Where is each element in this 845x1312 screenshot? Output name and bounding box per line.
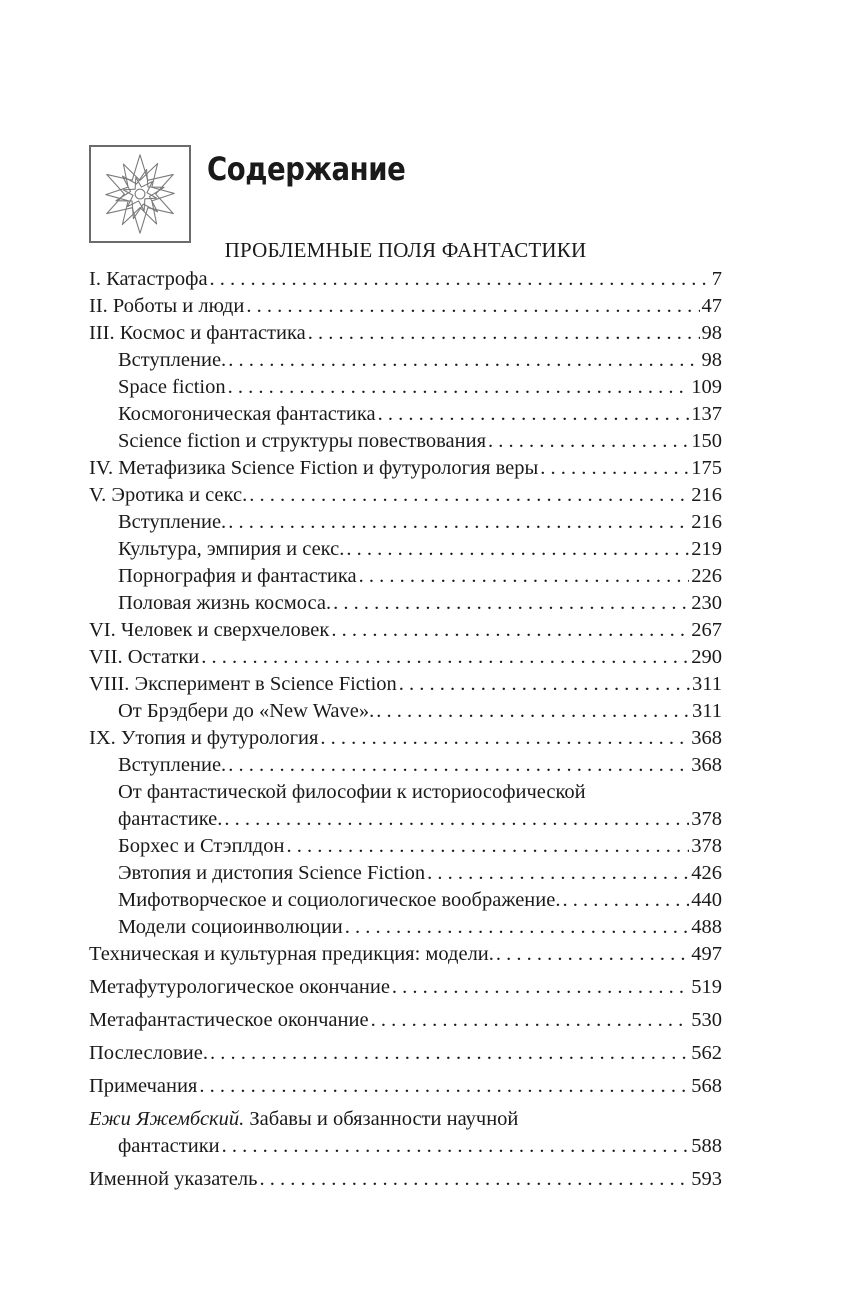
section-heading: ПРОБЛЕМНЫЕ ПОЛЯ ФАНТАСТИКИ: [224, 238, 587, 262]
toc-entry-label: Именной указатель: [89, 1168, 258, 1190]
toc-subentry[interactable]: [89, 752, 722, 779]
page-title: Содержание: [207, 150, 406, 188]
toc-entry-page: 368: [691, 754, 722, 776]
toc-entry-page: 426: [691, 862, 722, 884]
toc-subentry[interactable]: [89, 374, 722, 401]
toc-entry[interactable]: [89, 266, 722, 293]
toc-entry-page: 593: [691, 1168, 722, 1190]
toc-entry-page: 150: [691, 430, 722, 452]
toc-subentry[interactable]: [89, 860, 722, 887]
toc-entry-page: 7: [711, 268, 722, 290]
toc-subentry[interactable]: [89, 509, 722, 536]
toc-entry[interactable]: [89, 644, 722, 671]
toc-entry-label: Space fiction: [118, 376, 226, 398]
toc-entry[interactable]: [89, 320, 722, 347]
toc-entry-page: 368: [691, 727, 722, 749]
toc-entry-label: VI. Человек и сверхчеловек: [89, 619, 330, 641]
toc-subentry[interactable]: [89, 536, 722, 563]
toc-entry-label: Вступление.: [118, 511, 227, 533]
toc-entry-page: 562: [691, 1042, 722, 1064]
toc-entry-label: Мифотворческое и социологическое воображение.: [118, 889, 561, 911]
toc-entry-page: 137: [691, 403, 722, 425]
toc-entry[interactable]: [89, 293, 722, 320]
toc-entry-author: Ежи Яжембский.: [89, 1108, 245, 1130]
toc-entry[interactable]: [89, 617, 722, 644]
toc-entry-page: 311: [692, 700, 722, 722]
toc-entry-page: 588: [691, 1135, 722, 1157]
toc-entry-label: III. Космос и фантастика: [89, 322, 306, 344]
toc-entry-page: 290: [691, 646, 722, 668]
toc-entry[interactable]: [89, 1166, 722, 1193]
toc-entry-page: 98: [701, 349, 722, 371]
toc-entry-label: Метафантастическое окончание: [89, 1009, 369, 1031]
toc-entry-label: IX. Утопия и футурология: [89, 727, 319, 749]
toc-entry-page: 98: [701, 322, 722, 344]
toc-entry-page: 530: [691, 1009, 722, 1031]
toc-entry-label: I. Катастрофа: [89, 268, 208, 290]
toc-subentry[interactable]: [89, 887, 722, 914]
toc-entry-page: 497: [691, 943, 722, 965]
toc-entry[interactable]: [89, 1040, 722, 1067]
toc-entry[interactable]: [89, 671, 722, 698]
toc-entry-label: IV. Метафизика Science Fiction и футурология веры: [89, 457, 539, 479]
toc-entry-page: 488: [691, 916, 722, 938]
toc-entry-label: Вступление.: [118, 349, 227, 371]
toc-subentry[interactable]: [89, 563, 722, 590]
toc-entry-page: 219: [691, 538, 722, 560]
toc-entry-label: Примечания: [89, 1075, 198, 1097]
toc-entry-page: 267: [691, 619, 722, 641]
toc-entry-page: 378: [691, 835, 722, 857]
toc-entry[interactable]: [89, 1133, 722, 1160]
toc-entry[interactable]: [89, 974, 722, 1001]
toc-entry-label-line1: Забавы и обязанности научной: [249, 1108, 519, 1130]
toc-subentry[interactable]: [89, 914, 722, 941]
toc-entry[interactable]: [89, 455, 722, 482]
toc-entry-label: VII. Остатки: [89, 646, 200, 668]
toc-entry-page: 440: [691, 889, 722, 911]
toc-entry-label: Половая жизнь космоса.: [118, 592, 332, 614]
toc-subentry[interactable]: [89, 401, 722, 428]
toc-entry[interactable]: [89, 482, 722, 509]
toc-subentry[interactable]: [89, 590, 722, 617]
toc-subentry[interactable]: [89, 698, 722, 725]
toc-entry-label: II. Роботы и люди: [89, 295, 245, 317]
toc-entry-line: [89, 1106, 722, 1133]
toc-entry-page: 216: [691, 484, 722, 506]
toc-entry-label: фантастике.: [118, 808, 223, 830]
toc-entry-page: 47: [701, 295, 722, 317]
toc-entry-label: Порнография и фантастика: [118, 565, 357, 587]
toc-entry-label: Техническая и культурная предикция: модели.: [89, 943, 494, 965]
toc-entry-page: 109: [691, 376, 722, 398]
table-of-contents: [89, 266, 722, 1193]
toc-entry-page: 216: [691, 511, 722, 533]
toc-entry[interactable]: [89, 1073, 722, 1100]
toc-subentry[interactable]: [89, 833, 722, 860]
toc-entry-label: От Брэдбери до «New Wave».: [118, 700, 375, 722]
toc-entry-label: Культура, эмпирия и секс.: [118, 538, 345, 560]
toc-entry-page: 519: [691, 976, 722, 998]
toc-entry-label: Вступление.: [118, 754, 227, 776]
toc-entry-page: 311: [692, 673, 722, 695]
toc-entry[interactable]: [89, 1007, 722, 1034]
toc-entry[interactable]: [89, 941, 722, 968]
toc-subentry[interactable]: [89, 428, 722, 455]
toc-entry-label: Космогоническая фантастика: [118, 403, 376, 425]
toc-entry-label: Борхес и Стэплдон: [118, 835, 285, 857]
toc-entry-label: Послесловие.: [89, 1042, 208, 1064]
toc-entry-page: 378: [691, 808, 722, 830]
toc-entry-label: Модели социоинволюции: [118, 916, 343, 938]
toc-entry-label: фантастики: [118, 1135, 220, 1157]
toc-entry-label: Метафутурологическое окончание: [89, 976, 390, 998]
toc-entry-label: Эвтопия и дистопия Science Fiction: [118, 862, 426, 884]
toc-subentry[interactable]: [89, 347, 722, 374]
toc-entry-page: 226: [691, 565, 722, 587]
toc-subentry-line: От фантастической философии к историософической: [118, 781, 586, 803]
toc-entry-label: VIII. Эксперимент в Science Fiction: [89, 673, 397, 695]
toc-subentry[interactable]: [89, 806, 722, 833]
star-ornament-icon: [89, 145, 191, 243]
toc-entry-page: 230: [691, 592, 722, 614]
toc-entry[interactable]: [89, 725, 722, 752]
toc-entry-label: Science fiction и структуры повествования: [118, 430, 487, 452]
toc-entry-label: V. Эротика и секс.: [89, 484, 248, 506]
toc-entry-page: 568: [691, 1075, 722, 1097]
toc-entry-page: 175: [691, 457, 722, 479]
